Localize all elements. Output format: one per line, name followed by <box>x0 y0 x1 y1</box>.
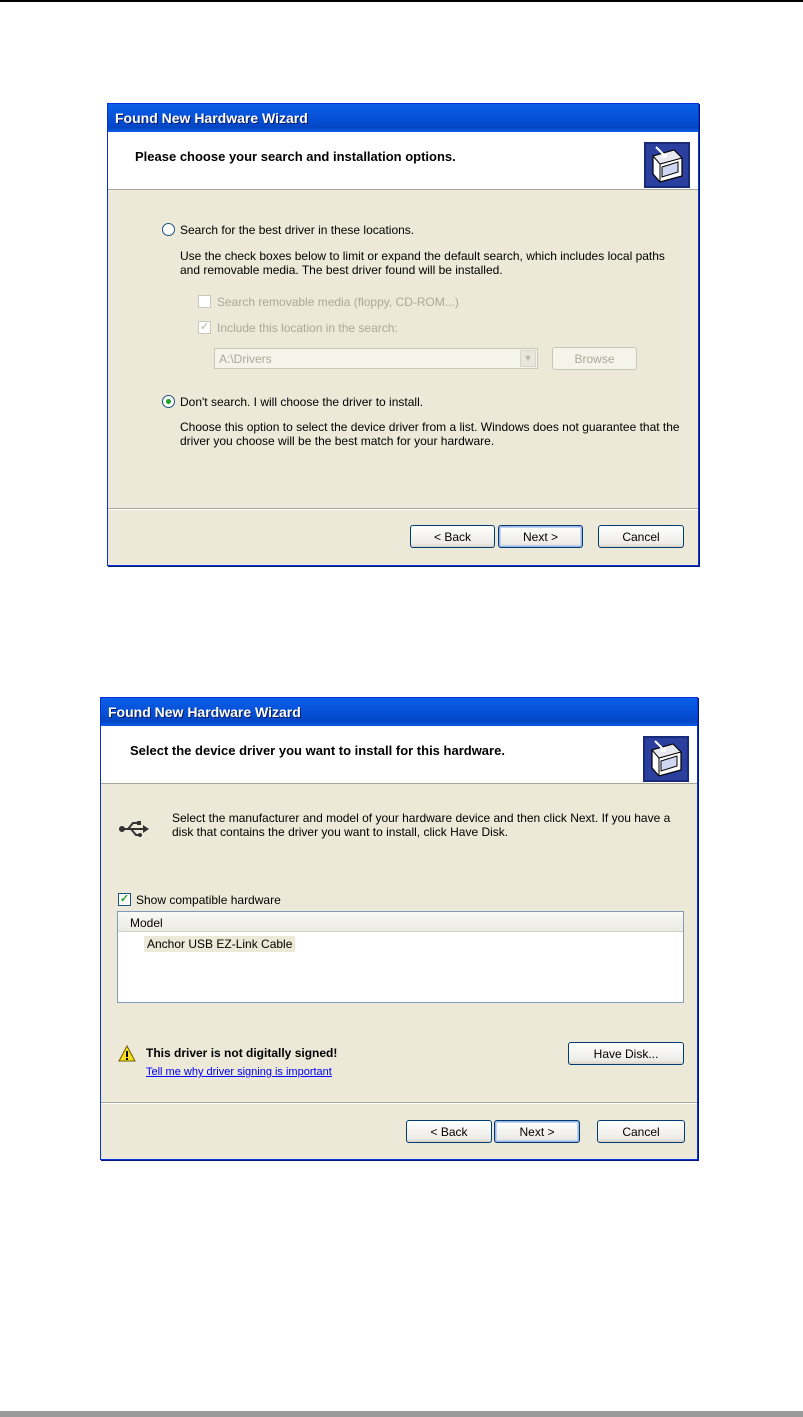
show-compatible-label[interactable]: Show compatible hardware <box>136 893 281 907</box>
search-option-description: Use the check boxes below to limit or expand the default search, which includes local paths and removable media. The best driver found will be installed. <box>180 249 665 277</box>
list-item[interactable]: Anchor USB EZ-Link Cable <box>144 936 295 952</box>
warning-icon <box>118 1045 136 1063</box>
dont-search-label[interactable]: Don't search. I will choose the driver to install. <box>180 395 424 409</box>
chevron-down-icon[interactable]: ▼ <box>520 350 536 367</box>
footer-divider <box>101 1102 697 1104</box>
wizard-header <box>108 132 698 190</box>
cancel-button[interactable]: Cancel <box>598 525 684 548</box>
cancel-button[interactable]: Cancel <box>597 1120 685 1143</box>
removable-media-checkbox[interactable] <box>198 295 211 308</box>
search-options-dialog <box>107 103 699 566</box>
browse-button[interactable]: Browse <box>552 347 637 370</box>
model-column-header[interactable]: Model <box>118 912 683 932</box>
window-title: Found New Hardware Wizard <box>108 104 698 132</box>
back-button[interactable]: < Back <box>406 1120 492 1143</box>
page-bottom-rule <box>0 1411 803 1417</box>
header-title: Select the device driver you want to install for this hardware. <box>130 743 505 758</box>
header-title: Please choose your search and installation options. <box>135 149 456 164</box>
have-disk-button[interactable]: Have Disk... <box>568 1042 684 1065</box>
location-value: A:\Drivers <box>219 352 272 366</box>
wizard-header <box>101 726 697 784</box>
usb-icon <box>117 819 151 839</box>
footer-divider <box>108 508 698 510</box>
window-title: Found New Hardware Wizard <box>101 698 697 726</box>
removable-media-label: Search removable media (floppy, CD-ROM...) <box>217 295 459 309</box>
hardware-wizard-icon <box>644 142 690 188</box>
show-compatible-checkbox[interactable]: ✓ <box>119 893 130 905</box>
back-button[interactable]: < Back <box>410 525 495 548</box>
search-option-radio[interactable] <box>162 223 175 236</box>
next-button[interactable]: Next > <box>494 1120 580 1143</box>
include-location-label: Include this location in the search: <box>217 321 398 335</box>
driver-signing-link[interactable]: Tell me why driver signing is important <box>146 1066 332 1078</box>
include-location-checkbox[interactable]: ✓ <box>199 321 210 333</box>
search-option-label[interactable]: Search for the best driver in these locations. <box>180 223 415 237</box>
model-listbox[interactable] <box>117 911 684 1003</box>
warning-text: This driver is not digitally signed! <box>146 1046 338 1060</box>
next-button[interactable]: Next > <box>498 525 583 548</box>
hardware-wizard-icon <box>643 736 689 782</box>
select-driver-dialog <box>100 697 698 1160</box>
dont-search-radio[interactable] <box>162 395 175 408</box>
location-combobox[interactable] <box>214 348 538 369</box>
page-top-rule <box>0 0 803 2</box>
dont-search-description: Choose this option to select the device driver from a list. Windows does not guarantee that the driver you choose will be the best match for your hardware. <box>180 420 680 448</box>
instructions-text: Select the manufacturer and model of your hardware device and then click Next. If you have a disk that contains the driver you want to install, click Have Disk. <box>172 811 671 839</box>
